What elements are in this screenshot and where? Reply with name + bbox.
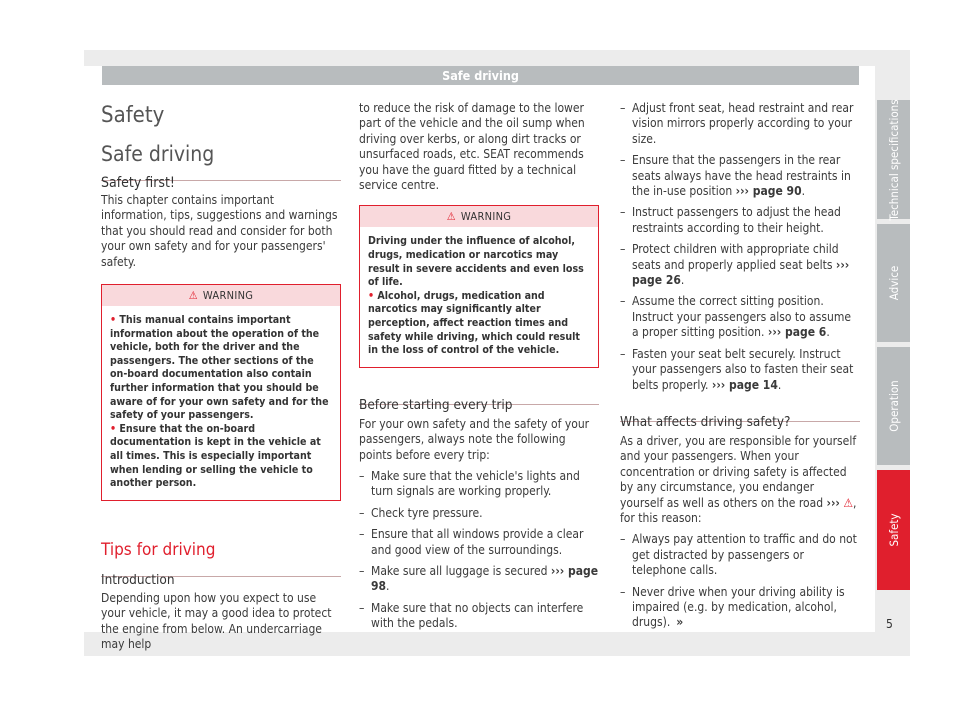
tab-label: Safety	[886, 513, 901, 547]
tab-operation[interactable]	[877, 347, 910, 465]
warning-header	[102, 285, 340, 306]
warning-triangle-icon: ⚠	[446, 210, 456, 224]
list-item	[359, 469, 599, 500]
list-item	[359, 564, 599, 595]
list-item-text: Always pay attention to traffic and do not get distracted by passengers or telephone calls.	[632, 532, 857, 578]
list-item-text: Protect children with appropriate child seats and properly applied seat belts	[632, 242, 839, 272]
list-item-text: Never drive when your driving ability is impaired (e.g. by medication, alcohol, drugs).	[632, 584, 845, 630]
period: .	[386, 579, 390, 594]
warning-box-alcohol	[359, 205, 599, 367]
guard-paragraph: to reduce the risk of damage to the lower part of the vehicle and the oil sump when driving over kerbs, or along dirt tracks or unsurfaced roads, etc. SEAT recommends you have the guard fitted by a technical service centre.	[359, 101, 585, 193]
warning-body	[102, 306, 340, 500]
list-item-text: Fasten your seat belt securely. Instruct your passengers also to fasten their seat belts properly.	[632, 346, 854, 392]
page-header: Safe driving	[102, 66, 859, 85]
trip-intro: For your own safety and the safety of your passengers, always note the following points before every trip:	[359, 416, 590, 462]
period: .	[826, 325, 830, 340]
list-item	[620, 347, 860, 393]
bullet-icon: •	[110, 314, 120, 327]
tab-label: Advice	[886, 265, 901, 301]
list-item-text: Make sure that no objects can interfere with the pedals.	[371, 600, 584, 631]
warning-text: This manual contains important information about the operation of the vehicle, both for the driver and the passengers. The other sections of the on-board documentation also contain further information that you should be aware of for your own safety and for the safety of your passengers.	[110, 314, 329, 422]
list-item-text: Check tyre pressure.	[371, 505, 483, 520]
warning-title: WARNING	[460, 210, 512, 224]
page-ref-link[interactable]: ››› page 26	[632, 257, 850, 288]
affects-paragraph	[620, 434, 860, 526]
warning-item	[110, 314, 332, 423]
intro-paragraph: This chapter contains important information, tips, suggestions and warnings that you should read and consider for both your own safety and for your passengers' safety.	[101, 193, 338, 269]
list-item-text: Assume the correct sitting position. Instruct your passengers also to assume a proper sitting position.	[632, 294, 852, 340]
page-ref-link[interactable]: ››› page 14	[711, 377, 778, 392]
page-ref-link[interactable]: ››› page 90	[735, 184, 802, 199]
tab-advice[interactable]	[877, 224, 910, 342]
list-item-text: Adjust front seat, head restraint and rear vision mirrors properly according to your size.	[632, 101, 854, 146]
warning-item	[110, 423, 332, 491]
list-item	[620, 205, 860, 236]
list-item-text: Make sure all luggage is secured	[371, 564, 548, 579]
warning-item	[368, 290, 590, 358]
warning-triangle-icon: ⚠	[843, 495, 853, 510]
tab-label: Operation	[886, 380, 901, 432]
tab-label: Technical specifications	[886, 98, 901, 221]
list-item	[620, 294, 860, 340]
warning-title: WARNING	[202, 289, 254, 303]
list-item	[620, 585, 860, 631]
continue-arrow-icon: »	[676, 615, 684, 630]
warning-body	[360, 227, 598, 366]
period: .	[680, 273, 685, 288]
bullet-icon: •	[368, 289, 378, 302]
trip-title: Before starting every trip	[359, 396, 599, 405]
warning-text: Ensure that the on-board documentation is kept in the vehicle at all times. This is especially important when lending or selling the vehicle to another person.	[110, 422, 321, 490]
warning-header	[360, 206, 598, 227]
list-item-text: Instruct passengers to adjust the head restraints according to their height.	[632, 205, 841, 235]
page-number: 5	[886, 617, 893, 631]
chapter-title: Safety	[101, 103, 165, 128]
bullet-icon: •	[110, 422, 120, 435]
list-item	[620, 532, 860, 578]
list-item	[620, 153, 860, 199]
page-ref-link[interactable]: ››› page 6	[767, 325, 827, 340]
affects-title: What affects driving safety?	[620, 413, 860, 422]
page-ref-link[interactable]: ›››	[826, 495, 840, 510]
list-item	[359, 601, 599, 632]
period: .	[801, 184, 806, 199]
list-item-text: Ensure that all windows provide a clear and good view of the surroundings.	[371, 527, 584, 557]
column-2	[359, 101, 599, 632]
affects-list	[620, 532, 860, 630]
list-item	[620, 101, 860, 147]
warning-triangle-icon: ⚠	[188, 289, 198, 303]
page-ref-link[interactable]: ››› page 98	[371, 564, 599, 594]
list-item	[620, 242, 860, 288]
list-item	[359, 506, 599, 521]
warning-text: Alcohol, drugs, medication and narcotics may significantly alter perception, affect reaction times and safety while driving, which could result in the loss of control of the vehicle.	[368, 289, 580, 357]
section-title: Safe driving	[101, 142, 215, 166]
affects-text-end: , for this reason:	[620, 495, 857, 525]
tab-technical-specifications[interactable]	[877, 100, 910, 219]
introduction-title: Introduction	[101, 571, 341, 577]
period: .	[777, 377, 782, 392]
column-1	[101, 96, 341, 652]
tab-safety[interactable]	[877, 470, 910, 590]
introduction-text: Depending upon how you expect to use your vehicle, it may a good idea to protect the engine from below. An undercarriage may help	[101, 590, 332, 651]
column-3	[620, 101, 860, 631]
tips-title: Tips for driving	[101, 539, 216, 560]
warning-box	[101, 284, 341, 501]
list-item	[359, 527, 599, 558]
subsection-title: Safety first!	[101, 174, 341, 181]
warning-lead: Driving under the influence of alcohol, drugs, medication or narcotics may result in severe accidents and even loss of life.	[368, 235, 584, 289]
trip-checklist-continued	[620, 101, 860, 393]
affects-text: As a driver, you are responsible for yourself and your passengers. When your concentration or driving safety is affected by any circumstance, you endanger yourself as well as others on the road	[620, 433, 857, 510]
trip-checklist	[359, 469, 599, 632]
list-item-text: Make sure that the vehicle's lights and turn signals are working properly.	[371, 469, 580, 499]
list-item-text: Ensure that the passengers in the rear seats always have the head restraints in the in-use position	[632, 153, 851, 199]
